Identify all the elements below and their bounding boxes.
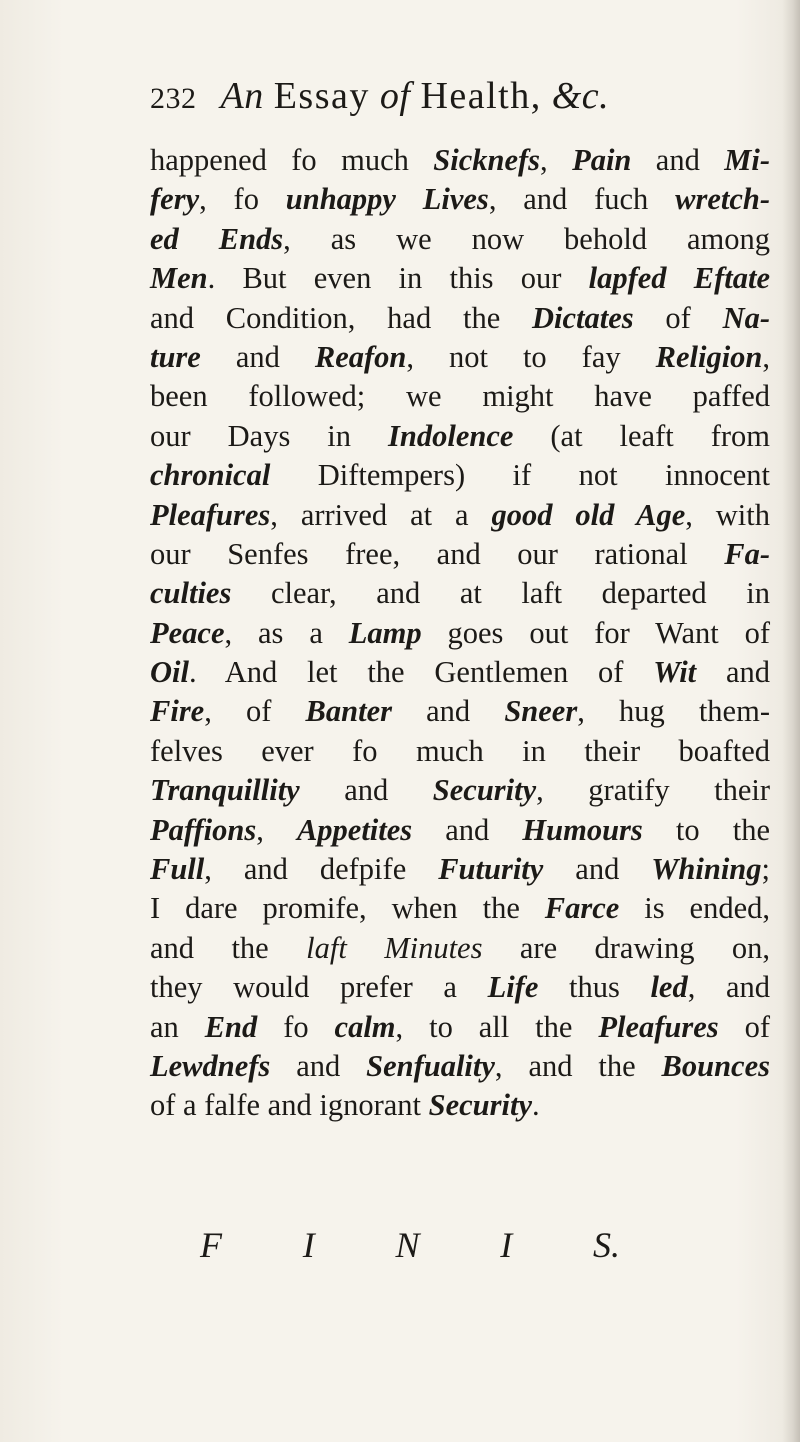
text-line — [150, 653, 770, 692]
text-line — [150, 417, 770, 456]
body-text — [150, 141, 770, 1126]
roman-text: , and the — [494, 1048, 662, 1083]
roman-text: . But even in this our — [207, 261, 589, 296]
italic-text: Indolence — [388, 418, 514, 453]
finis-letter: F — [200, 1225, 222, 1265]
roman-text: and — [696, 655, 770, 690]
roman-text: been followed; we might have paffed — [150, 379, 770, 414]
italic-text: Lamp — [348, 615, 422, 650]
text-line — [150, 850, 770, 889]
roman-text: our Days in — [150, 418, 389, 453]
italic-text: ed Ends — [150, 221, 284, 256]
italic-text: Paffions — [150, 812, 257, 847]
italic-text: Life — [487, 970, 539, 1005]
italic-text: Appetites — [296, 812, 413, 847]
roman-text: . — [531, 1088, 540, 1123]
italic-text: Pleafures — [598, 1009, 719, 1044]
italic-text: Lewdnefs — [150, 1048, 271, 1083]
italic-text: Futurity — [438, 852, 544, 887]
roman-text: they would prefer a — [150, 970, 488, 1005]
roman-text: , of — [204, 694, 306, 729]
italic-text: Farce — [544, 891, 620, 926]
roman-text: is ended, — [619, 891, 770, 926]
finis-letter: I — [500, 1225, 513, 1265]
text-line — [150, 456, 770, 495]
roman-text: our Senfes free, and our rational — [150, 536, 725, 571]
italic-text: End — [204, 1009, 258, 1044]
text-line — [150, 811, 770, 850]
italic-text: Humours — [522, 812, 643, 847]
roman-text: and — [631, 143, 725, 177]
italic-text: Reafon — [314, 339, 407, 374]
italic-text: laft Minutes — [306, 930, 483, 965]
roman-text: , and — [687, 970, 770, 1005]
page-gutter-shadow — [782, 0, 800, 1442]
roman-text: and — [200, 339, 315, 374]
roman-text: I dare promife, when the — [150, 891, 545, 926]
roman-text: , — [256, 812, 297, 847]
roman-text: goes out for Want of — [421, 615, 771, 650]
text-line — [150, 377, 770, 416]
roman-text: happened fo much — [150, 143, 434, 177]
roman-text: , as a — [224, 615, 349, 650]
italic-text: Sneer — [504, 694, 578, 729]
roman-text: of a falfe and ignorant — [150, 1088, 429, 1123]
roman-text: , and fuch — [488, 182, 676, 217]
roman-text: , as we now behold among — [283, 221, 770, 256]
text-line — [150, 732, 770, 771]
italic-text: Men — [150, 261, 208, 296]
roman-text: thus — [538, 970, 651, 1005]
roman-text: , not to fay — [406, 339, 656, 374]
italic-text: Security — [428, 1088, 532, 1123]
text-line — [150, 141, 770, 180]
italic-text: ture — [150, 339, 201, 374]
finis-letter: N — [395, 1225, 420, 1265]
roman-text: , gratify their — [536, 773, 770, 808]
header-word-health: Health, — [420, 75, 542, 117]
roman-text: , — [762, 339, 770, 374]
italic-text: Fire — [150, 694, 205, 729]
running-header — [150, 72, 770, 123]
roman-text: and — [391, 694, 505, 729]
header-word-an: An — [220, 75, 264, 117]
text-line — [150, 338, 770, 377]
roman-text: are drawing on, — [482, 930, 770, 965]
text-line — [150, 299, 770, 338]
roman-text: clear, and at laft departed in — [231, 576, 770, 611]
roman-text: and — [412, 812, 523, 847]
roman-text: felves ever fo much in their boafted — [150, 733, 770, 768]
text-line — [150, 1086, 770, 1125]
roman-text: fo — [257, 1009, 335, 1044]
italic-text: Full — [150, 852, 205, 887]
italic-text: Oil — [150, 655, 189, 690]
text-line — [150, 929, 770, 968]
text-line — [150, 692, 770, 731]
italic-text: Senfuality — [366, 1048, 495, 1083]
text-line — [150, 614, 770, 653]
roman-text: (at leaft from — [513, 418, 770, 453]
italic-text: Security — [432, 773, 537, 808]
roman-text: , with — [685, 497, 770, 532]
roman-text: . And let the Gentlemen of — [188, 655, 654, 690]
text-line — [150, 1047, 770, 1086]
italic-text: Mi- — [724, 143, 771, 177]
italic-text: unhappy Lives — [285, 182, 489, 217]
text-line — [150, 771, 770, 810]
text-line — [150, 535, 770, 574]
roman-text: , fo — [199, 182, 286, 217]
italic-text: wretch- — [675, 182, 770, 217]
roman-text: and — [270, 1048, 367, 1083]
text-line — [150, 259, 770, 298]
italic-text: Whining — [651, 852, 762, 887]
text-line — [150, 180, 770, 219]
italic-text: Bounces — [661, 1048, 770, 1083]
roman-text: ; — [761, 852, 770, 887]
italic-text: lapfed Eftate — [588, 261, 771, 296]
roman-text: Diftempers) if not innocent — [270, 458, 770, 493]
page-number: 232 — [150, 82, 197, 115]
italic-text: Fa- — [724, 536, 770, 571]
text-line — [150, 574, 770, 613]
italic-text: calm — [334, 1009, 396, 1044]
header-word-essay: Essay — [273, 75, 370, 117]
finis-letter: I — [302, 1225, 315, 1265]
italic-text: Wit — [653, 655, 697, 690]
italic-text: led — [650, 970, 688, 1005]
roman-text: , arrived at a — [270, 497, 492, 532]
italic-text: Na- — [722, 300, 770, 335]
roman-text: of — [633, 300, 723, 335]
italic-text: culties — [150, 576, 232, 611]
italic-text: Peace — [150, 615, 225, 650]
italic-text: Dictates — [531, 300, 634, 335]
roman-text: , to all the — [395, 1009, 599, 1044]
text-line — [150, 889, 770, 928]
header-word-of: of — [379, 75, 411, 117]
italic-text: Tranquillity — [150, 773, 300, 808]
text-line — [150, 220, 770, 259]
roman-text: , — [540, 143, 573, 177]
roman-text: of — [718, 1009, 770, 1044]
italic-text: Banter — [305, 694, 392, 729]
italic-text: good old Age — [491, 497, 686, 532]
roman-text: and — [543, 852, 652, 887]
roman-text: an — [150, 1009, 205, 1044]
italic-text: chronical — [150, 458, 271, 493]
italic-text: Pleafures — [150, 497, 271, 532]
finis-letter: S. — [592, 1225, 620, 1265]
roman-text: , and defpife — [204, 852, 439, 887]
header-etc: &c. — [551, 75, 610, 117]
italic-text: Pain — [572, 143, 632, 177]
italic-text: fery — [150, 182, 200, 217]
text-line — [150, 968, 770, 1007]
italic-text: Sicknefs — [433, 143, 541, 177]
roman-text: and — [299, 773, 433, 808]
text-line — [150, 1008, 770, 1047]
finis-colophon — [200, 1224, 620, 1266]
roman-text: and Condition, had the — [150, 300, 532, 335]
text-line — [150, 496, 770, 535]
roman-text: , hug them- — [577, 694, 770, 729]
roman-text: to the — [642, 812, 770, 847]
roman-text: and the — [150, 930, 307, 965]
italic-text: Religion — [655, 339, 763, 374]
